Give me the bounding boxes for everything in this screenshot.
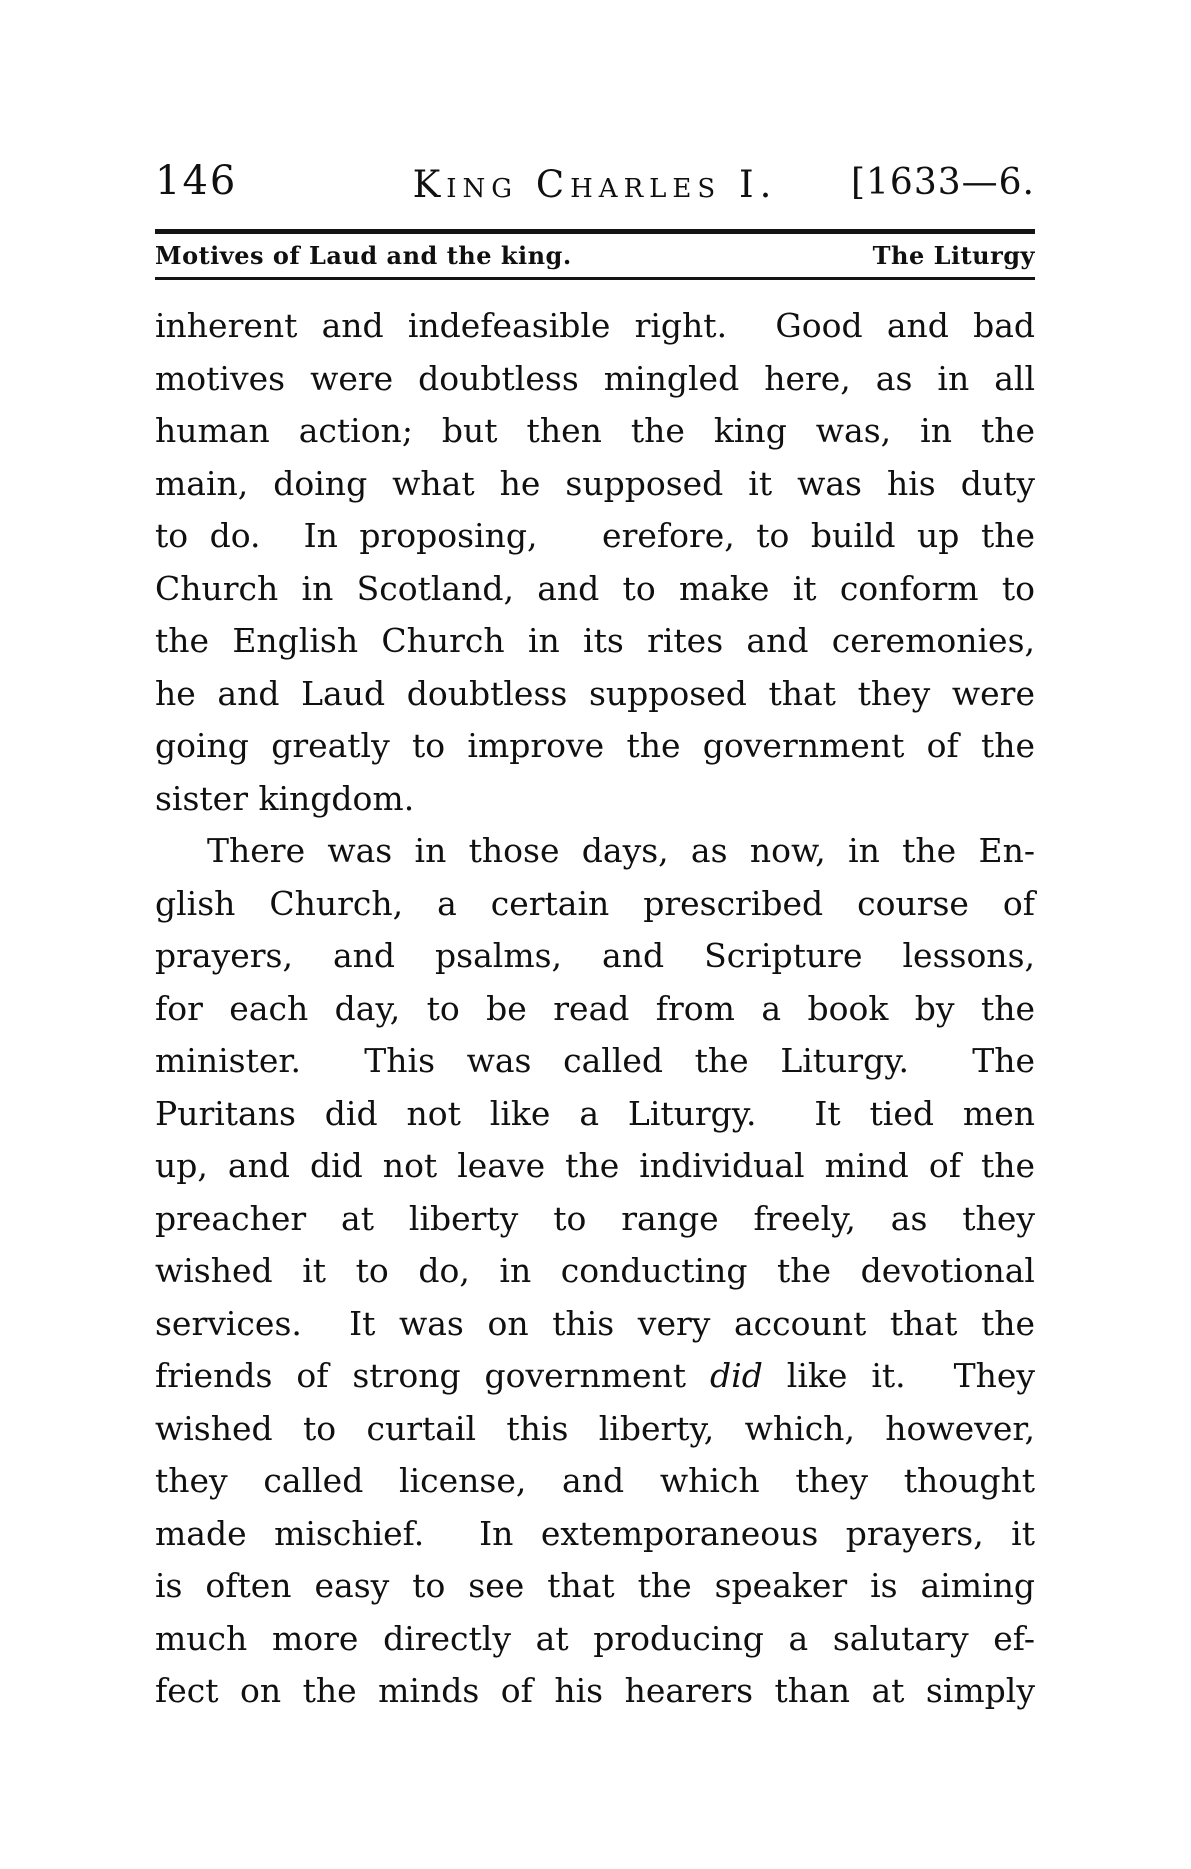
running-heads — [155, 241, 1035, 270]
text-line: inherent and indefeasible right. Good and bad — [155, 306, 1035, 345]
page-header — [155, 158, 1035, 208]
text-line: for each day, to be read from a book by the — [155, 988, 1035, 1028]
text-line: prayers, and psalms, and Scripture lessons, — [155, 936, 1035, 975]
text-line: minister. This was called the Liturgy. The — [155, 1041, 1035, 1080]
text-line: sister kingdom. — [155, 778, 415, 818]
text-line: preacher at liberty to range freely, as they — [155, 1198, 1035, 1238]
text-line: is often easy to see that the speaker is aiming — [155, 1566, 1035, 1605]
text-line: wished to curtail this liberty, which, however, — [155, 1408, 1035, 1448]
text-line: to do. In proposing, erefore, to build up the — [155, 516, 1035, 555]
header-rule — [155, 229, 1035, 234]
text-line: fect on the minds of his hearers than at simply — [155, 1671, 1035, 1710]
page-number: 146 — [155, 158, 238, 204]
page-content — [155, 158, 1035, 1718]
text-line: wished it to do, in conducting the devotional — [155, 1251, 1035, 1290]
text-line: motives were doubtless mingled here, as in all — [155, 358, 1035, 398]
text-line: services. It was on this very account that the — [155, 1303, 1035, 1343]
text-line: human action; but then the king was, in the — [155, 411, 1035, 450]
text-line: the English Church in its rites and ceremonies, — [155, 621, 1035, 660]
text-line: glish Church, a certain prescribed course of — [155, 883, 1035, 923]
date-range: [1633—6. — [850, 162, 1035, 203]
paragraph — [155, 300, 1035, 825]
text-line: he and Laud doubtless supposed that they were — [155, 673, 1035, 713]
right-running-head: The Liturgy — [872, 241, 1035, 270]
text-line: friends of strong government did like it. They — [155, 1356, 1035, 1395]
text-line: going greatly to improve the government of the — [155, 726, 1035, 765]
text-line: Puritans did not like a Liturgy. It tied men — [155, 1093, 1035, 1133]
runhead-rule — [155, 277, 1035, 280]
text-line: made mischief. In extemporaneous prayers, it — [155, 1513, 1035, 1553]
text-line: much more directly at producing a salutary ef- — [155, 1618, 1035, 1658]
paragraph — [155, 825, 1035, 1718]
left-running-head: Motives of Laud and the king. — [155, 241, 572, 270]
text-line: Church in Scotland, and to make it conform to — [155, 568, 1035, 608]
text-line: up, and did not leave the individual mind of the — [155, 1146, 1035, 1185]
text-line: main, doing what he supposed it was his duty — [155, 463, 1035, 503]
body-text — [155, 300, 1035, 1718]
text-line: they called license, and which they thought — [155, 1461, 1035, 1500]
running-title: King Charles I. — [412, 163, 778, 206]
text-line: There was in those days, as now, in the En- — [207, 831, 1035, 870]
